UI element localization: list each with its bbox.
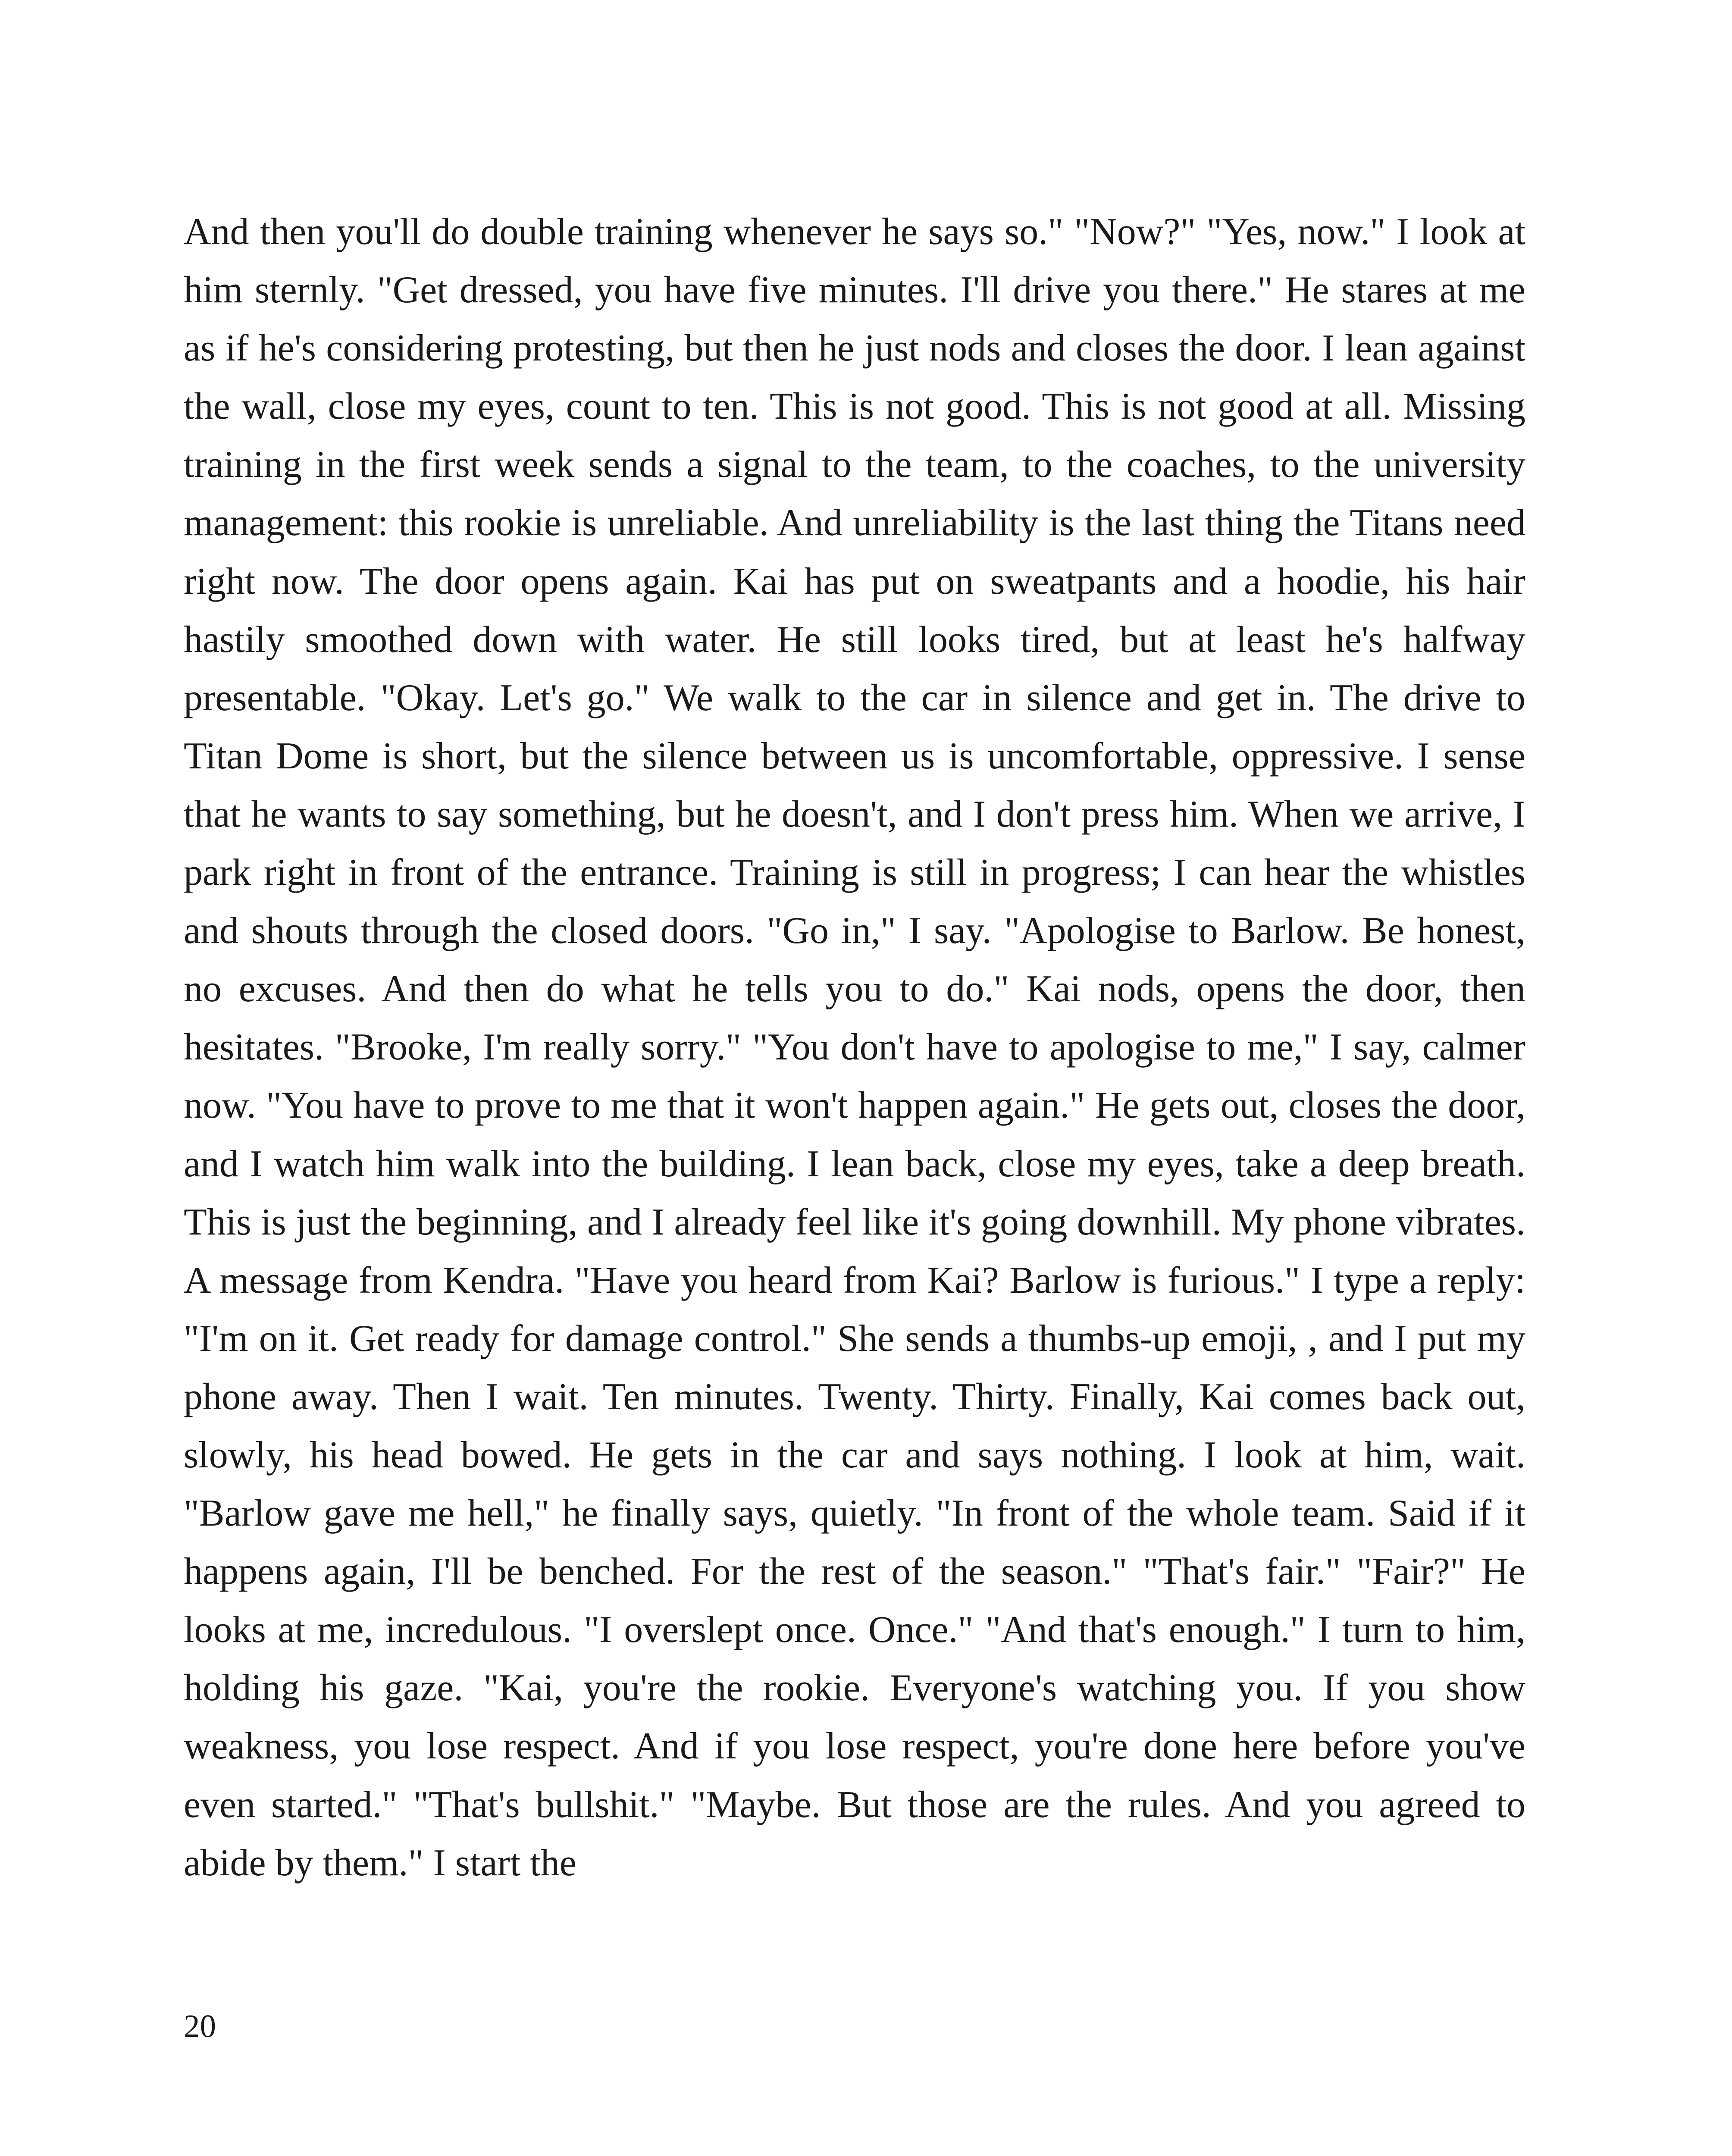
body-paragraph: And then you'll do double training whenever he says so." "Now?" "Yes, now." I look at him sternly. "Get dressed, you have five minutes. I'll drive you there." He stares at me as if he's considering protesting, but then he just nods and closes the door. I lean against the wall, close my eyes, count to ten. This is not good. This is not good at all. Missing training in the first week sends a signal to the team, to the coaches, to the university management: this rookie is unreliable. And unreliability is the last thing the Titans need right now. The door opens again. Kai has put on sweatpants and a hoodie, his hair hastily smoothed down with water. He still looks tired, but at least he's halfway presentable. "Okay. Let's go." We walk to the car in silence and get in. The drive to Titan Dome is short, but the silence between us is uncomfortable, oppressive. I sense that he wants to say something, but he doesn't, and I don't press him. When we arrive, I park right in front of the entrance. Training is still in progress; I can hear the whistles and shouts through the closed doors. "Go in," I say. "Apologise to Barlow. Be honest, no excuses. And then do what he tells you to do." Kai nods, opens the door, then hesitates. "Brooke, I'm really sorry." "You don't have to apologise to me," I say, calmer now. "You have to prove to me that it won't happen again." He gets out, closes the door, and I watch him walk into the building. I lean back, close my eyes, take a deep breath. This is just the beginning, and I already feel like it's going downhill. My phone vibrates. A message from Kendra. "Have you heard from Kai? Barlow is furious." I type a reply: "I'm on it. Get ready for damage control." She sends a thumbs-up emoji, , and I put my phone away. Then I wait. Ten minutes. Twenty. Thirty. Finally, Kai comes back out, slowly, his head bowed. He gets in the car and says nothing. I look at him, wait. "Barlow gave me hell," he finally says, quietly. "In front of the whole team. Said if it happens again, I'll be benched. For the rest of the season." "That's fair." "Fair?" He looks at me, incredulous. "I overslept once. Once." "And that's enough." I turn to him, holding his gaze. "Kai, you're the rookie. Everyone's watching you. If you show weakness, you lose respect. And if you lose respect, you're done here before you've even started." "That's bullshit." "Maybe. But those are the rules. And you agreed to abide by them." I start the bbox=[184, 211, 1525, 1884]
page-number: 20 bbox=[184, 2009, 216, 2044]
